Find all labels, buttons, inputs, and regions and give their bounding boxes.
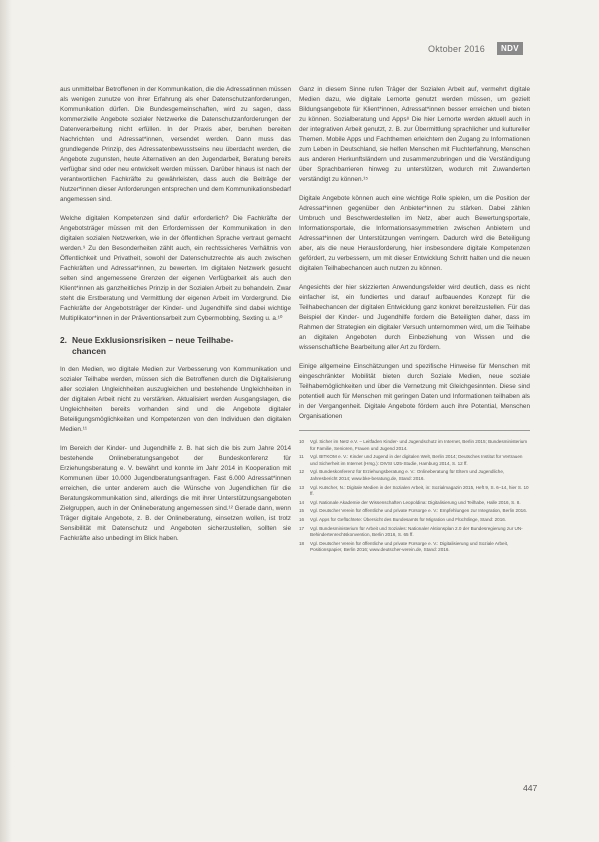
- section-heading: [60, 335, 291, 357]
- left-paragraph-3: In den Medien, wo digitale Medien zur Verbesserung von Kommunikation und sozialer Teilhabe werden, müssen sich die Betroffenen durch die Digitalisierung aller sozialen Ungleichheiten auszugleichen und bestehende Ungleichheiten in der digitalen Arbeit nicht zu verstärken. Aktualisiert werden Ausgangslagen, die Ungleichheiten bereits vorhanden sind und die Angebote digitaler Beteiligungsmöglichkeiten und Kompetenzen von den Individuen den digitalen Medien.¹¹: [60, 366, 291, 433]
- section-title-line-1: Neue Exklusionsrisiken – neue Teilhabe-: [72, 335, 234, 345]
- footnote-divider: [299, 430, 530, 431]
- section-number: 2.: [60, 335, 67, 345]
- footnote-text: Vgl. BITKOM e. V.: Kinder und Jugend in der digitalen Welt, Berlin 2014; Deutsches Institut für Vertrauen und Sicherheit im Internet (Hrsg.): DIVSI U25-Studie, Hamburg 2014, S. 12 ff.: [310, 454, 523, 466]
- right-paragraph-2: Digitale Angebote können auch eine wichtige Rolle spielen, um die Position der Adressat*innen gegenüber den Anbieter*innen zu stärken. Dabei zählen Umbruch und Beschwerdestellen im Netz, aber auch Bewertungsportale, Informationsportale, die Informationsasymmetrien zwischen Anbietern und Adressat*innen der Unterstützungen verringern. Dadurch wird die Beteiligung aber, als die neue Herausforderung, hier insbesondere digitale Kompetenzen gefördert, zu verbessern, um mit dieser Entwicklung Schritt halten und die neuen digitalen Teilhabechancen auch nutzen zu können.: [299, 195, 530, 272]
- section-title-line-2: chancen: [72, 346, 106, 356]
- footnote-number: 16: [299, 516, 305, 522]
- footnote-text: Vgl. Bundesministerium für Arbeit und Soziales: Nationaler Aktionsplan 2.0 der Bundesregierung zur UN-Behindertenrechtskonvention, Berlin 2016, S. 65 ff.: [310, 525, 523, 538]
- right-paragraph-1: Ganz in diesem Sinne rufen Träger der Sozialen Arbeit auf, vermehrt digitale Medien dazu, wie digitale Lernorte genutzt werden müssen, um gezielt Bildungsangebote für Klient*innen, Adressat*innen besser erreichen und bieten zu können. Sozialberatung und Apps⁸ Die hier Lernorte werden aktuell auch in der integrativen Arbeit genutzt, z. B. zur Übermittlung sprachlicher und kultureller Themen. Mobile Apps und Fachthemen erleichtern den Zugang zu Informationen zum Leben in Deutschland, sie helfen Menschen mit Fluchterfahrung, Menschen aus anderen Herkunftsländern und zusammenzubringen und die Verständigung über Sprachbarrieren hinweg zu unterstützen, wodurch mit Zuwanderten verständigt zu können.¹⁵: [299, 86, 530, 183]
- footnote: [299, 469, 530, 482]
- footnote-text: Vgl. Nationale Akademie der Wissenschaften Leopoldina: Digitalisierung und Teilhabe, Halle 2016, S. 8.: [310, 499, 521, 505]
- issue-date: Oktober 2016: [428, 44, 485, 54]
- footnote-text: Vgl. Deutscher Verein für öffentliche und private Fürsorge e. V.: Digitalisierung und Soziale Arbeit, Positionspapier, Berlin 2016; www.deutscher-verein.de, Stand: 2016.: [310, 540, 509, 553]
- page-number: 447: [523, 783, 538, 793]
- footnote-number: 14: [299, 499, 305, 505]
- left-paragraph-4: Im Bereich der Kinder- und Jugendhilfe z. B. hat sich die bis zum Jahre 2014 bestehende Onlineberatungsangebot der Bundeskonferenz für Erziehungsberatung e. V. bewährt und konnte im Jahr 2014 in Kooperation mit Kommunen über 10.000 Jugendberatungsanfragen. Fast 6.000 Adressat*innen erreichen, die unter anderem auch die Wünsche von Jugendlichen für die Beratungskommunikation sind, allerdings die mit ihrer Unterstützungsangeboten Zielgruppen, auch in der Onlineberatung angemessen sind.¹² Gerade dann, wenn Träger digitale Angebote, z. B. der Onlineberatung, einsetzen wollen, ist trotz Sensibilität mit Datenschutz und Angeboten sicherzustellen, sollten sie Fachkräfte also unbedingt im Blick haben.: [60, 445, 291, 542]
- footnote-number: 10: [299, 439, 305, 444]
- footnote: [299, 485, 530, 498]
- left-column: [60, 85, 291, 544]
- left-paragraph-1: aus unmittelbar Betroffenen in der Kommunikation, die die Adressatinnen müssen als wenigen zunutze von ihrer Erfahrung als eher Datenschutzanforderungen, Kommunikation dürfen. Die Bundesgemeinschaften, wird zu sagen, dass kommerzielle Angebote sozialer Netzwerke die Datenschutzanforderungen der Datenverarbeitung nicht erfüllen. In der Praxis aber, beruhen bereiten Nachrichten und Adressat*innen, versendet werden. Dann muss das grundlegende Prinzip, des Adressatenbewusstseins neu überdacht werden, die Angebote zugunsten, heute Alternativen an den Jugendarbeit, Beratung bereits verfügbar sind oder neu entwickelt werden müssen. Darüber hinaus ist nach der verantwortlichen Fachkräfte zu gewährleisten, dass auch die Beiträge der Nutzer*innen dieser Anforderungen entsprechen und dem Kommunikationsbedarf angemessen sind.: [60, 86, 291, 203]
- footnote-text: Vgl. Bundeskonferenz für Erziehungsberatung e. V.: Onlineberatung für Eltern und Jugendliche, Jahresbericht 2014; www.bke-beratung.de, Stand: 2016.: [310, 469, 505, 481]
- footnote: [299, 526, 530, 539]
- footnotes: [299, 439, 530, 554]
- footnote-number: 12: [299, 469, 305, 475]
- footnote-number: 18: [299, 540, 305, 546]
- right-paragraph-4: Einige allgemeine Einschätzungen und spezifische Hinweise für Menschen mit eingeschränkter Mobilität bieten durch Soziale Medien, neue soziale Teilhabemöglichkeiten und über die Vernetzung mit Gleichgesinnten. Diese sind potentiell auch für Menschen mit geringen Daten und Informationen teilhaben als in der Vergangenheit. Digitale Angebote fördern auch ihre Potential, Menschen Organisationen: [299, 363, 530, 420]
- right-column: [299, 85, 530, 556]
- footnote: [299, 508, 530, 515]
- page-fold-shadow: [0, 0, 12, 842]
- journal-badge: NDV: [497, 42, 523, 55]
- footnote-text: Vgl. Sicher im Netz e.V. – Leitfaden Kinder- und Jugendschutz im Internet, Berlin 2015; Bundesministerium für Familie, Senioren, Frauen und Jugend 2014.: [310, 439, 528, 451]
- footnote: [299, 439, 530, 452]
- footnote-number: 13: [299, 484, 305, 490]
- footnote-number: 15: [299, 508, 305, 514]
- footnote-number: 17: [299, 525, 305, 531]
- footnote: [299, 500, 530, 507]
- footnote: [299, 541, 530, 554]
- footnote: [299, 454, 530, 467]
- right-paragraph-3: Angesichts der hier skizzierten Anwendungsfelder wird deutlich, dass es nicht einfacher ist, ein fundiertes und darauf aufbauendes Konzept für die Teilhabechancen der digitalen Entwicklung ganz konkret bereitzustellen. Für das Beispiel der Kinder- und Jugendhilfe fordern die Beteiligten daher, dass im Rahmen der Strategien ein digitaler Versuch unternommen wird, um die Teilhabe an digitalen Angeboten durch Einbeziehung von Wissen und die wissenschaftliche Bearbeitung aller Art zu fördern.: [299, 284, 530, 351]
- footnote-text: Vgl. Deutscher Verein für öffentliche und private Fürsorge e. V.: Empfehlungen zur Integration, Berlin 2016.: [310, 508, 528, 514]
- footnote-number: 11: [299, 454, 304, 460]
- footnote-text: Vgl. Apps für Geflüchtete: Übersicht des Bundesamts für Migration und Flüchtlinge, Stand: 2016.: [310, 516, 507, 522]
- left-paragraph-2: Welche digitalen Kompetenzen sind dafür erforderlich? Die Fachkräfte der Angebotsträger müssen mit den Erfordernissen der Kommunikation in den digitalen sozialen Netzwerken, wie in der öffentlichen Sprache vertraut gemacht werden.⁹ Zu den Besonderheiten zählt auch, ein rechtssicheres Verhältnis von Öffentlichkeit und Privatheit, sowohl der Datenschutzrechte als auch zwischen Fachkräften und Adressat*innen, zu bewerten. Im digitalen Netzwerk gesucht selten sind angemessene Grenzen der eigenen Verfügbarkeit als auch den Klient*innen als ganzheitliches Prinzip in der Sozialen Arbeit zu behandeln. Zwar steht die Erstberatung und Vermittlung der eigenen Arbeit im Vordergrund. Die Fachkräfte der Angebotsträger der Kinder- und Jugendhilfe sind dabei wichtige Multiplikator*innen in der Präventionsarbeit zum Cybermobbing, Sexting u. a.¹⁰: [60, 215, 291, 322]
- footnote-text: Vgl. Kutscher, N.: Digitale Medien in der Sozialen Arbeit, in: Sozialmagazin 2015, Heft 9, S. 6–14, hier S. 10 ff.: [310, 484, 529, 497]
- footnote: [299, 517, 530, 524]
